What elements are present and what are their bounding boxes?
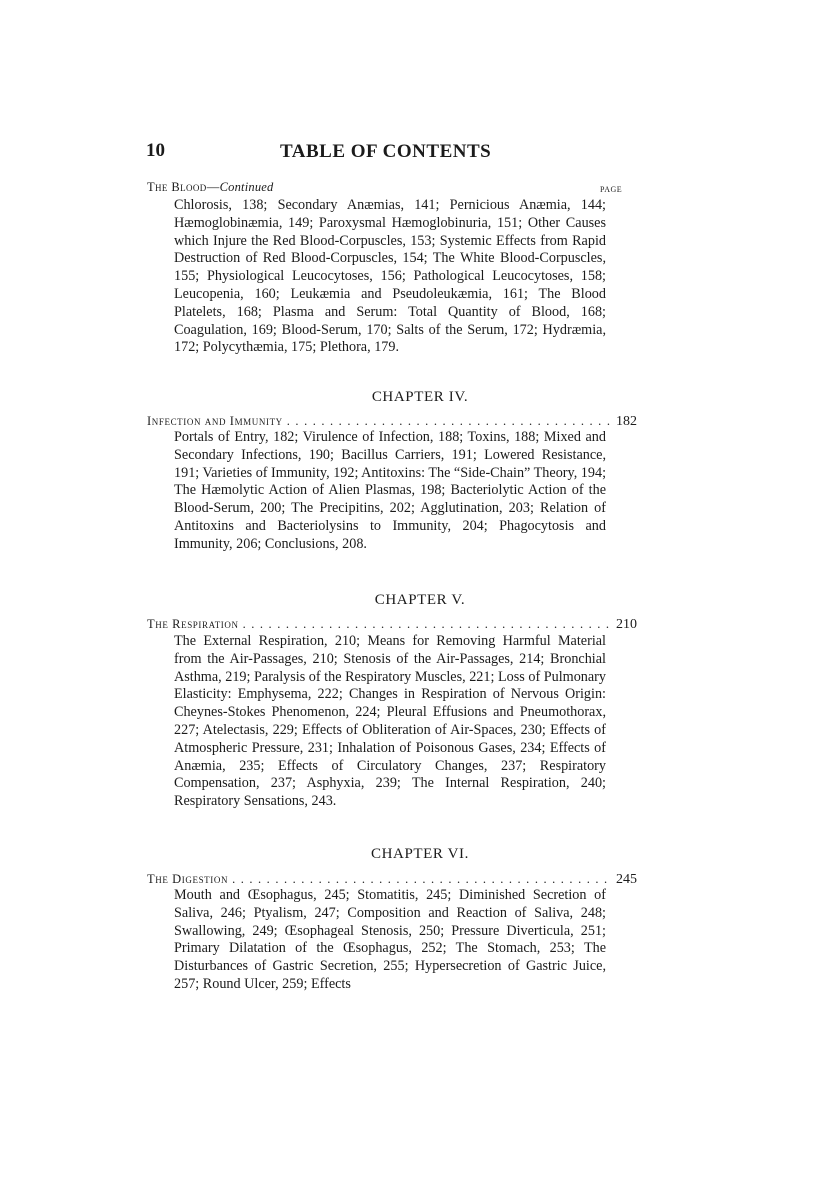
chapter-heading: CHAPTER IV. [371,389,469,405]
toc-page-number: 245 [616,872,637,887]
section-body-respiration: The External Respiration, 210; Means for Removing Harmful Material from the Air-Passages, 210; Stenosis of the Air-Passages, 214; Bronchial Asthma, 219; Paralysis of the Respiratory Muscles, 221; Loss of Pulmonary Elasticity: Emphysema, 222; Changes in Respiration of Nervous Origin: Cheynes-Stokes Phenomenon, 224; Pleural Effusions and Pneumothorax, 227; Atelectasis, 229; Effects of Obliteration of Air-Spaces, 230; Effects of Atmospheric Pressure, 231; Inhalation of Poisonous Gases, 234; Effects of Anæmia, 235; Effects of Circulatory Changes, 237; Respiratory Compensation, 237; Asphyxia, 239; The Internal Respiration, 240; Respiratory Sensations, 243. [174,633,606,810]
page-column-label: PAGE [600,185,623,194]
toc-entry-infection [147,414,637,430]
toc-page-number: 210 [616,617,637,632]
running-head: TABLE OF CONTENTS [280,141,492,162]
section-heading-blood [147,180,273,195]
section-body-infection: Portals of Entry, 182; Virulence of Infection, 188; Toxins, 188; Mixed and Secondary Infections, 190; Bacillus Carriers, 191; Lowered Resistance, 191; Varieties of Immunity, 192; Antitoxins: The “Side-Chain” Theory, 194; The Hæmolytic Action of Alien Plasmas, 198; Bacteriolytic Action of the Blood-Serum, 200; The Precipitins, 202; Agglutination, 203; Relation of Antitoxins and Bacteriolysins to Immunity, 204; Phagocytosis and Immunity, 206; Conclusions, 208. [174,429,607,552]
toc-entry-title: Infection and Immunity [147,414,283,428]
section-body-blood: Chlorosis, 138; Secondary Anæmias, 141; Pernicious Anæmia, 144; Hæmoglobinæmia, 149; Paroxysmal Hæmoglobinuria, 151; Other Causes which Injure the Red Blood-Corpuscles, 153; Systemic Effects from Rapid Destruction of Red Blood-Corpuscles, 154; The White Blood-Corpuscles, 155; Physiological Leucocytoses, 156; Pathological Leucocytoses, 158; Leucopenia, 160; Leukæmia and Pseudoleukæmia, 161; The Blood Platelets, 168; Plasma and Serum: Total Quantity of Blood, 168; Coagulation, 169; Blood-Serum, 170; Salts of the Serum, 172; Hydræmia, 172; Polycythæmia, 175; Plethora, 179. [174,197,606,356]
leader-dots [243,617,612,632]
continued-label: Continued [219,180,274,194]
section-body-digestion: Mouth and Œsophagus, 245; Stomatitis, 245; Diminished Secretion of Saliva, 246; Ptyalism, 247; Composition and Reaction of Saliva, 248; Swallowing, 249; Œsophageal Stenosis, 250; Pressure Diverticula, 251; Primary Dilatation of the Œsophagus, 252; The Stomach, 253; The Disturbances of Gastric Secretion, 255; Hypersecretion of Gastric Juice, 257; Round Ulcer, 259; Effects [174,887,606,992]
toc-entry-title: The Respiration [147,617,239,631]
leader-dots [287,414,612,429]
leader-dots [232,872,612,887]
toc-entry-respiration [147,617,637,633]
chapter-heading: CHAPTER V. [374,592,466,608]
toc-entry-title: The Digestion [147,872,229,886]
section-title: The Blood— [147,180,220,194]
toc-entry-digestion [147,872,637,888]
page-number: 10 [146,140,165,161]
chapter-heading: CHAPTER VI. [371,846,469,862]
toc-page-number: 182 [616,414,637,429]
